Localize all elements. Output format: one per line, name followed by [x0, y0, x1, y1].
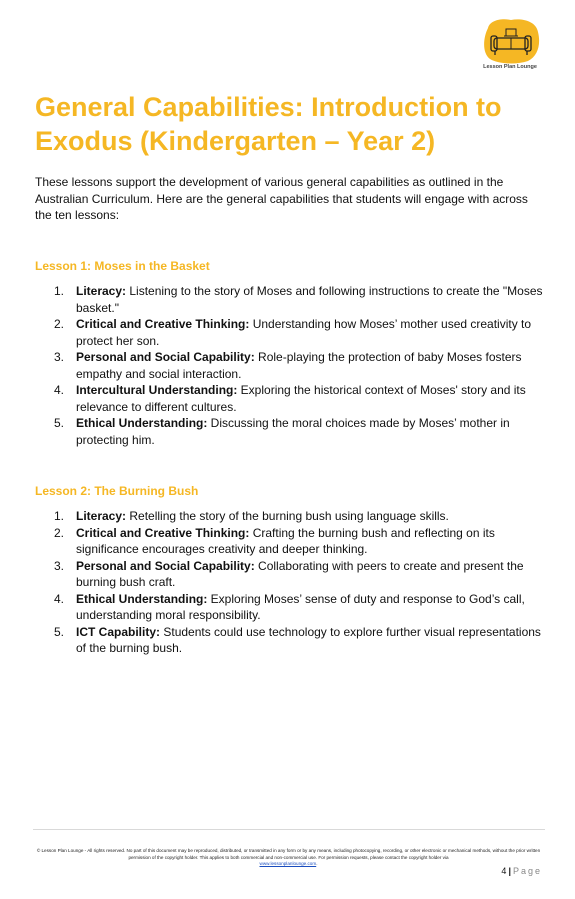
- link-suffix: .: [316, 861, 318, 866]
- list-number: 3.: [54, 558, 65, 573]
- lesson-2-heading: Lesson 2: The Burning Bush: [35, 484, 199, 498]
- lesson-plan-lounge-logo: [476, 18, 544, 78]
- list-item: [35, 382, 545, 415]
- list-number: 4.: [54, 591, 65, 606]
- website-link[interactable]: www.lessonplanlounge.com: [259, 861, 317, 866]
- capability-description: Students could use technology to explore further visual representations of the burning bush.: [76, 624, 541, 655]
- list-item: [35, 591, 545, 624]
- list-number: 1.: [54, 284, 65, 298]
- list-number: 1.: [54, 509, 65, 523]
- intro-paragraph: These lessons support the development of various general capabilities as outlined in the Australian Curriculum. Here are the general capabilities that students will engage with across the ten lessons:: [35, 175, 528, 222]
- list-item: [35, 525, 545, 558]
- capability-description: Exploring the historical context of Moses' story and its relevance to different cultures.: [76, 383, 526, 414]
- list-number: 2.: [54, 525, 65, 540]
- lesson-1-capability-list: [35, 283, 545, 448]
- capability-description: Exploring Moses’ sense of duty and response to God’s call, understanding moral responsibility.: [76, 591, 525, 622]
- list-item: [35, 415, 545, 448]
- sofa-logo-icon: [480, 18, 542, 64]
- page-number-value: 4: [501, 866, 507, 876]
- list-number: 2.: [54, 317, 65, 331]
- lesson-2-capability-list: [35, 508, 545, 657]
- capability-term: Literacy:: [76, 284, 127, 298]
- copyright-notice: [35, 848, 542, 868]
- list-item: [35, 508, 545, 525]
- page-label: Page: [512, 866, 542, 876]
- list-item: [35, 283, 545, 316]
- capability-description: Understanding how Moses’ mother used creativity to protect her son.: [76, 317, 532, 348]
- logo-wordmark: Lesson Plan Lounge: [483, 64, 537, 70]
- list-number: 4.: [54, 383, 65, 397]
- capability-description: Role-playing the protection of baby Moses fosters empathy and social interaction.: [76, 350, 522, 381]
- page-title: General Capabilities: Introduction to Exodus (Kindergarten – Year 2): [35, 92, 502, 156]
- page-number: [440, 866, 542, 876]
- capability-term: Intercultural Understanding:: [76, 383, 238, 397]
- capability-term: Ethical Understanding:: [76, 591, 208, 606]
- page-separator: |: [508, 866, 511, 876]
- list-item: [35, 349, 545, 382]
- list-number: 5.: [54, 416, 65, 430]
- capability-term: Personal and Social Capability:: [76, 350, 255, 364]
- list-item: [35, 624, 545, 657]
- capability-term: Ethical Understanding:: [76, 416, 208, 430]
- capability-term: Critical and Creative Thinking:: [76, 525, 250, 540]
- capability-term: ICT Capability:: [76, 624, 161, 639]
- copyright-text: © Lesson Plan Lounge - All rights reserved. No part of this document may be reproduced, distributed, or transmitted in any form or by any means, including photocopying, recording, or other electronic or mechanical methods, without the prior written permission of the copyright holder. This applies to both commercial and non-commercial use. For permission requests, please contact the copyright holder via: [36, 848, 541, 860]
- capability-description: Listening to the story of Moses and following instructions to create the "Moses basket.": [76, 284, 543, 315]
- list-item: [35, 558, 545, 591]
- list-item: [35, 316, 545, 349]
- lesson-1-heading: Lesson 1: Moses in the Basket: [35, 259, 210, 273]
- list-number: 5.: [54, 624, 65, 639]
- capability-term: Literacy:: [76, 509, 127, 523]
- capability-term: Personal and Social Capability:: [76, 558, 255, 573]
- capability-description: Crafting the burning bush and reflecting on its significance encourages creativity and deeper thinking.: [76, 525, 495, 556]
- capability-description: Retelling the story of the burning bush using language skills.: [126, 509, 449, 523]
- list-number: 3.: [54, 350, 65, 364]
- capability-description: Collaborating with peers to create and present the burning bush craft.: [76, 558, 524, 589]
- capability-description: Discussing the moral choices made by Moses’ mother in protecting him.: [76, 416, 510, 447]
- footer-divider: [33, 829, 545, 830]
- capability-term: Critical and Creative Thinking:: [76, 317, 250, 331]
